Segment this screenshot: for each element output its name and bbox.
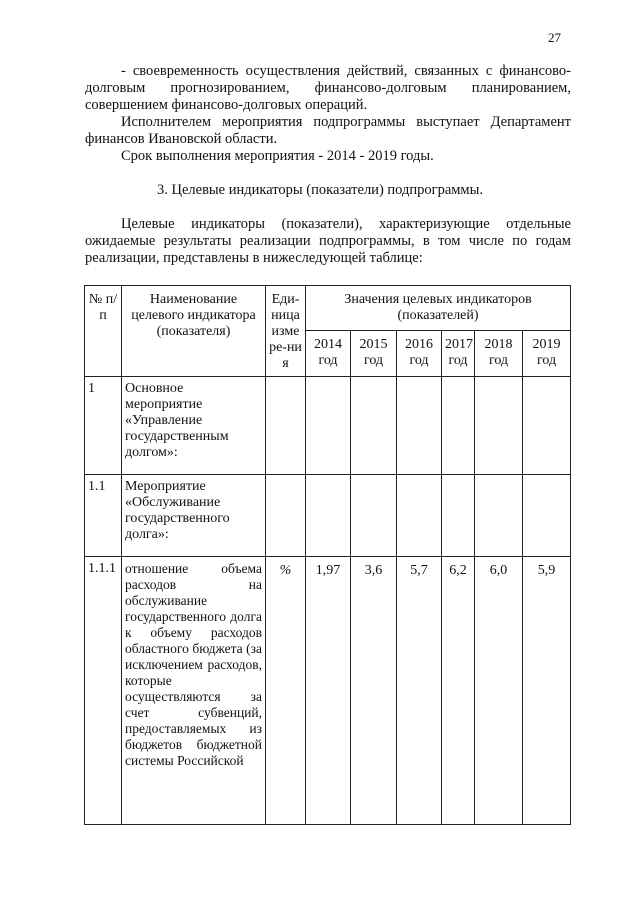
table-row [85,377,571,475]
row-unit [266,377,306,475]
row-value [351,377,397,475]
page-number: 27 [548,30,561,45]
row-value [351,475,397,557]
header-year: 2016 год [397,331,442,377]
row-num: 1.1 [85,475,122,557]
row-value: 6,0 [475,557,523,825]
paragraph-term: Срок выполнения мероприятия - 2014 - 2019 годы. [121,148,434,164]
header-values-group: Значения целевых индикаторов (показателей) [306,286,571,331]
paragraph-text: долговым прогнозированием, финансово-долговым планированием, совершением финансово-долговых операций. [85,80,571,113]
row-value: 3,6 [351,557,397,825]
paragraph-text: Целевые индикаторы (показатели), характеризующие отдельные ожидаемые результаты реализации подпрограммы, в том числе по годам реализации, представлены в нижеследующей таблице: [85,216,571,266]
header-year: 2015 год [351,331,397,377]
section-heading: 3. Целевые индикаторы (показатели) подпрограммы. [157,182,483,198]
row-value: 5,9 [523,557,571,825]
header-year: 2018 год [475,331,523,377]
row-value: 1,97 [306,557,351,825]
row-value [523,475,571,557]
row-value [442,377,475,475]
row-value [475,377,523,475]
row-name: Мероприятие «Обслуживание государственного долга»: [122,475,266,557]
header-name: Наименование целевого индикатора (показателя) [122,286,266,377]
table-row [85,475,571,557]
header-year: 2019 год [523,331,571,377]
paragraph-indicators-intro [85,216,571,267]
row-num: 1 [85,377,122,475]
paragraph-executor: Исполнителем мероприятия подпрограммы выступает Департамент финансов Ивановской области. [85,114,571,147]
header-unit: Еди-ница изме ре-ния [266,286,306,377]
header-num: № п/п [85,286,122,377]
row-name: Основное мероприятие «Управление государственным долгом»: [122,377,266,475]
row-unit [266,475,306,557]
row-value [306,475,351,557]
row-value [475,475,523,557]
header-year: 2017 год [442,331,475,377]
row-name: отношение объема расходов на обслуживание государственного долга к объему расходов областного бюджета (за исключением расходов, которые осуществляются за счет субвенций, предоставляемых из бюджетов бюджетной системы Российской [122,557,266,825]
row-value [397,377,442,475]
row-value: 5,7 [397,557,442,825]
row-value [523,377,571,475]
table-header-row [85,286,571,331]
row-value: 6,2 [442,557,475,825]
header-year: 2014 год [306,331,351,377]
paragraph-line: - своевременность осуществления действий, связанных с финансово- [121,63,571,79]
row-num: 1.1.1 [85,557,122,825]
row-value [442,475,475,557]
table-row [85,557,571,825]
row-value [397,475,442,557]
indicators-table [84,285,571,825]
row-value [306,377,351,475]
paragraph-responsibilities [85,63,571,165]
row-unit: % [266,557,306,825]
